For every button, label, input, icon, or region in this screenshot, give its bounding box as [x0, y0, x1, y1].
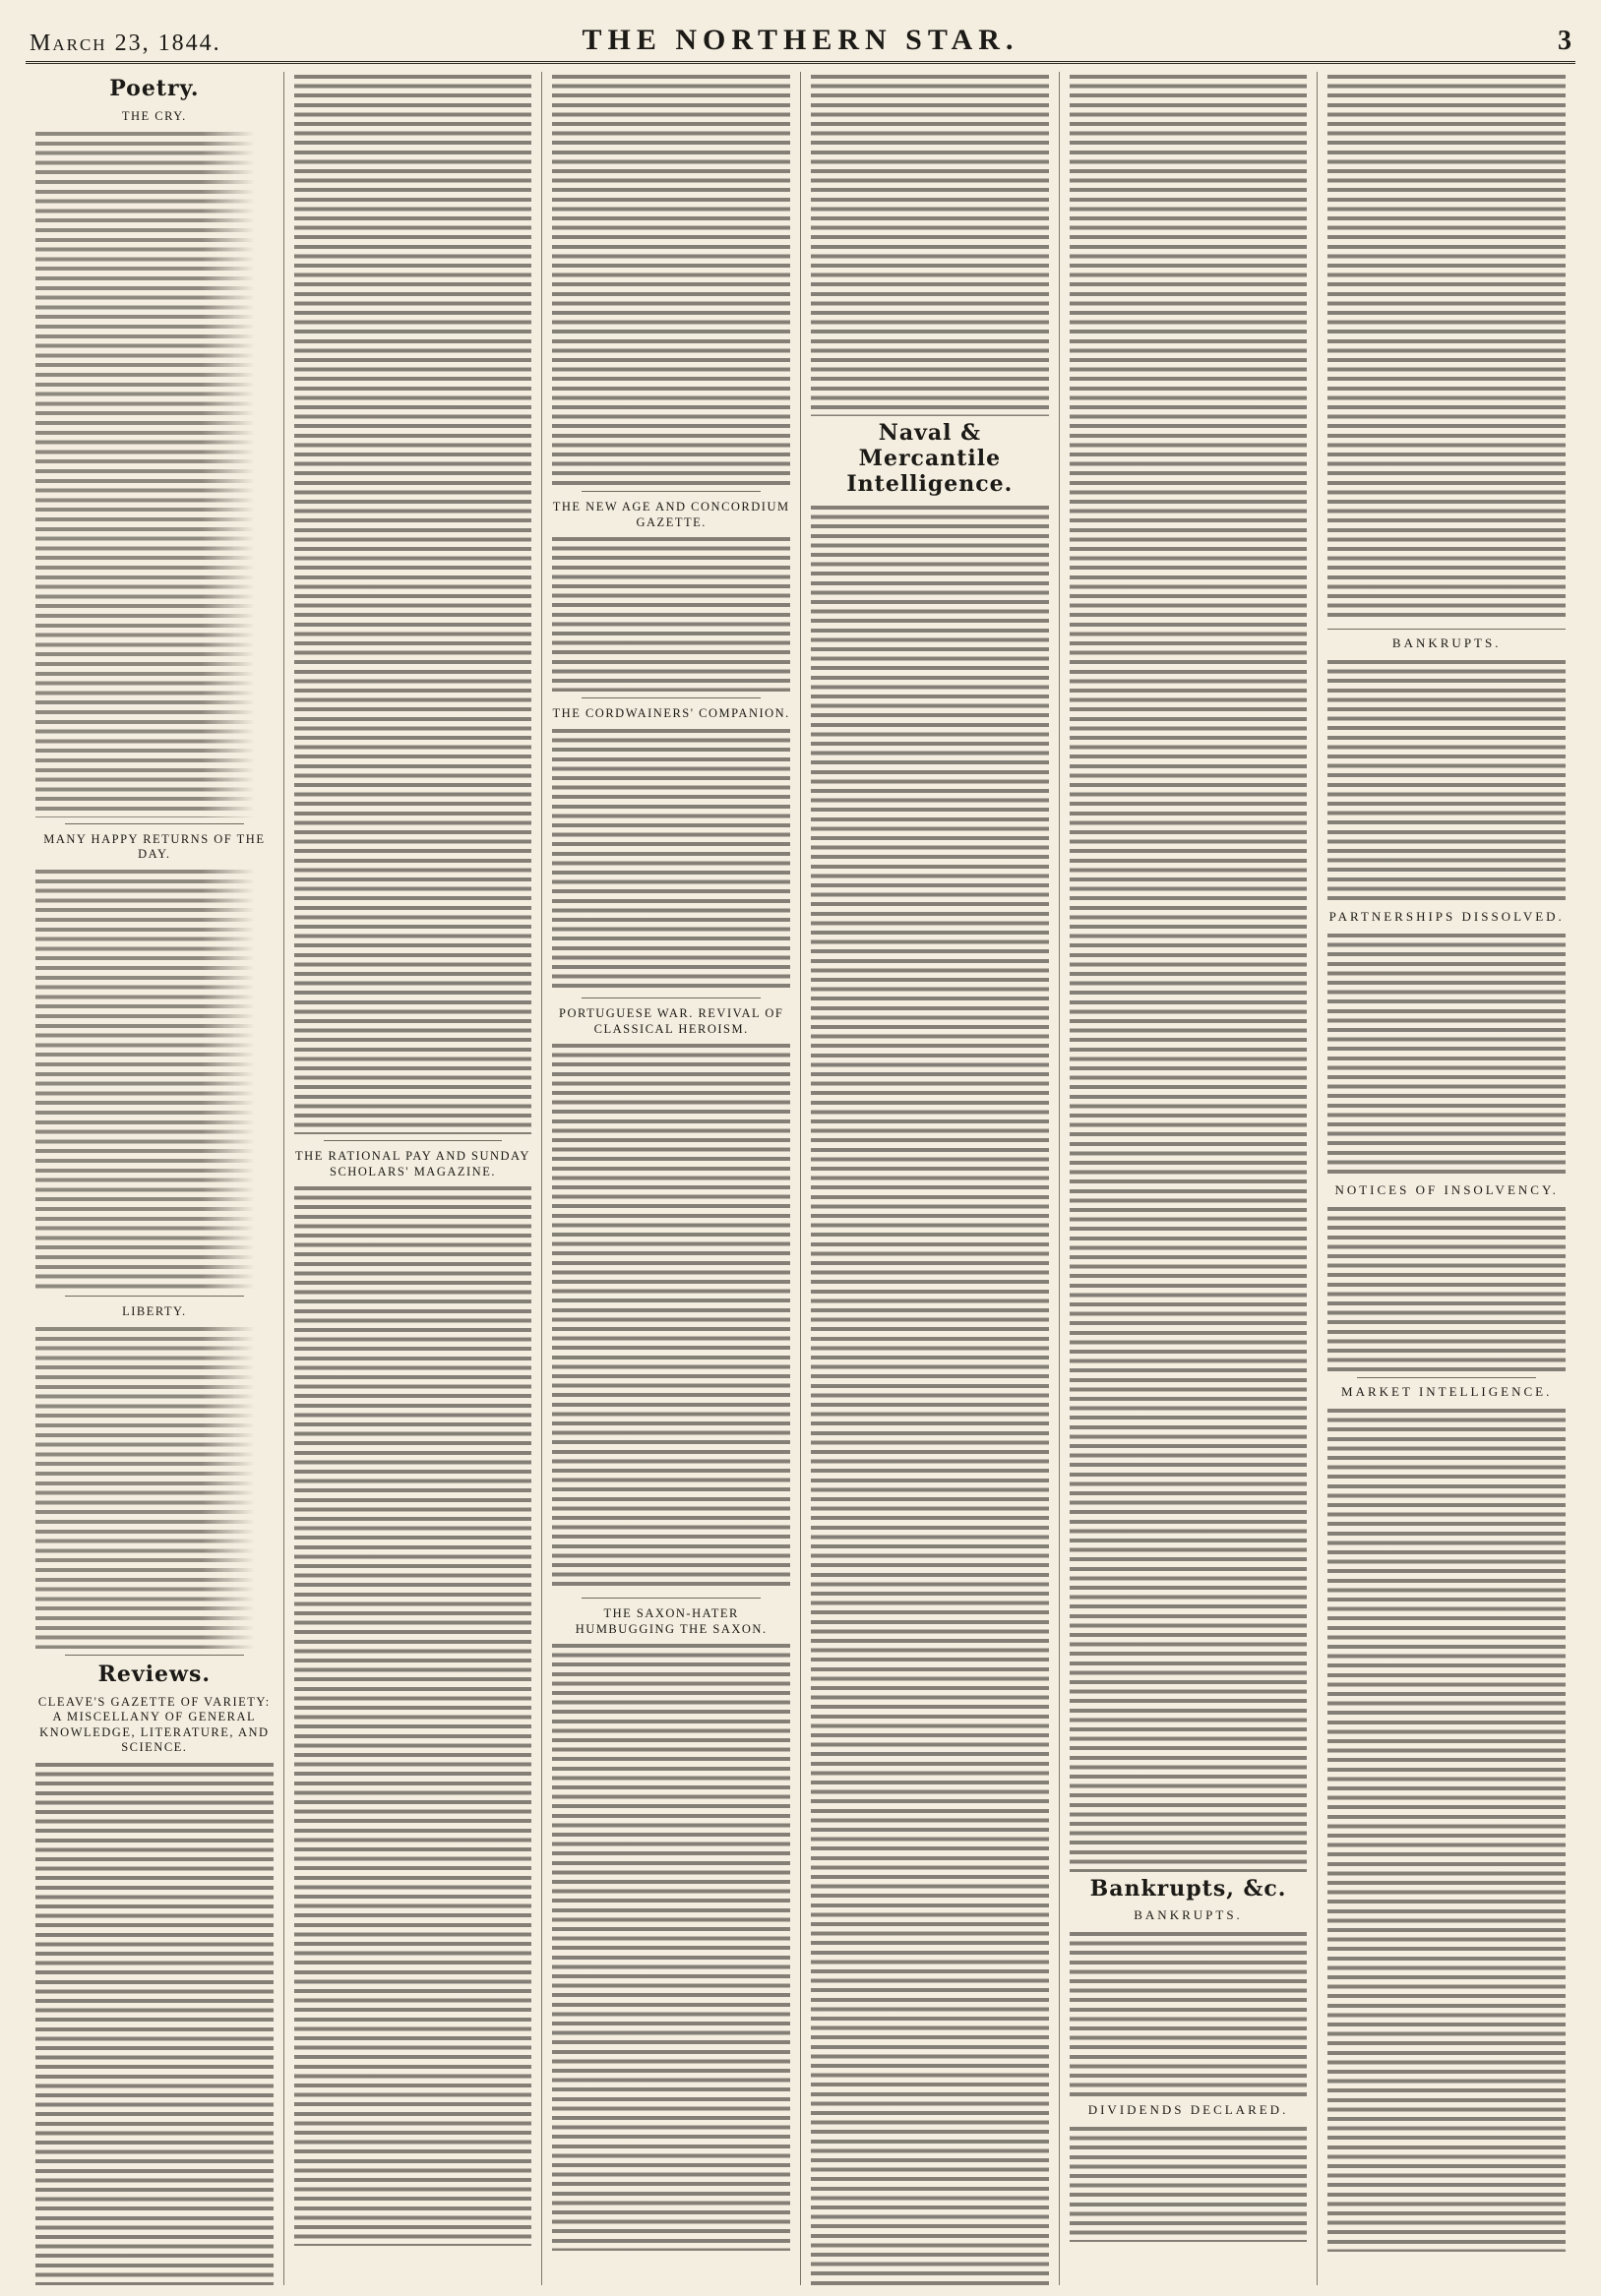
- review-body: [552, 1641, 790, 2251]
- sub-heading: DIVIDENDS DECLARED.: [1087, 2102, 1289, 2117]
- section-heading-poetry: Poetry.: [109, 76, 200, 101]
- divider: [65, 1296, 244, 1297]
- page-number: 3: [1558, 26, 1571, 56]
- poem-title: LIBERTY.: [122, 1303, 187, 1318]
- article-body: [1070, 2124, 1308, 2242]
- column-1: [26, 72, 284, 2285]
- sub-heading: BANKRUPTS.: [1134, 1907, 1243, 1922]
- article-body: [811, 503, 1049, 2285]
- poem-body: [35, 867, 274, 1290]
- sub-heading: PARTNERSHIPS DISSOLVED.: [1328, 909, 1565, 924]
- review-title: THE SAXON-HATER HUMBUGGING THE SAXON.: [575, 1606, 768, 1636]
- column-4: [801, 72, 1060, 2285]
- review-body: [294, 72, 532, 1134]
- section-heading-market: MARKET INTELLIGENCE.: [1341, 1384, 1553, 1399]
- column-5: [1060, 72, 1319, 2285]
- review-body: [552, 534, 790, 692]
- divider: [65, 1655, 244, 1656]
- divider: [582, 1598, 761, 1599]
- review-title: CLEAVE'S GAZETTE OF VARIETY: A MISCELLANY OF GENERAL KNOWLEDGE, LITERATURE, AND SCIENCE.: [37, 1694, 271, 1755]
- article-body: [1070, 72, 1308, 1872]
- column-3: [542, 72, 801, 2285]
- review-body: [35, 1760, 274, 2285]
- review-title: PORTUGUESE WAR. REVIVAL OF CLASSICAL HEROISM.: [559, 1005, 784, 1036]
- column-6: [1318, 72, 1575, 2285]
- article-body: [1327, 657, 1566, 903]
- review-title: THE NEW AGE AND CONCORDIUM GAZETTE.: [552, 500, 790, 529]
- poem-body: [35, 129, 274, 817]
- review-body: [552, 1041, 790, 1592]
- divider: [582, 997, 761, 998]
- section-heading-naval: Naval & Mercantile Intelligence.: [846, 420, 1014, 497]
- sub-heading: BANKRUPTS.: [1327, 629, 1566, 651]
- section-heading-reviews: Reviews.: [97, 1661, 212, 1687]
- divider: [324, 1140, 503, 1141]
- column-2: [284, 72, 543, 2285]
- columns: [26, 72, 1575, 2285]
- newspaper-title: THE NORTHERN STAR.: [582, 24, 1019, 56]
- review-body: [552, 726, 790, 992]
- article-body: [1327, 1406, 1566, 2252]
- article-body: [811, 72, 1049, 416]
- article-body: [1070, 1929, 1308, 2096]
- article-body: [1327, 931, 1566, 1177]
- poem-body: [35, 1324, 274, 1649]
- divider: [582, 697, 761, 698]
- poem-title: MANY HAPPY RETURNS OF THE DAY.: [43, 831, 266, 862]
- divider: [1357, 1377, 1536, 1378]
- review-title: THE CORDWAINERS' COMPANION.: [552, 706, 790, 721]
- divider: [582, 491, 761, 492]
- divider: [65, 823, 244, 824]
- issue-date: March 23, 1844.: [30, 30, 221, 56]
- review-body: [294, 1183, 532, 2246]
- poem-title: THE CRY.: [121, 109, 187, 123]
- article-body: [1327, 72, 1566, 623]
- masthead: [26, 18, 1575, 64]
- review-body: [552, 72, 790, 485]
- section-heading-bankrupts: Bankrupts, &c.: [1089, 1876, 1287, 1902]
- review-title: THE RATIONAL PAY AND SUNDAY SCHOLARS' MAGAZINE.: [295, 1149, 530, 1178]
- article-body: [1327, 1204, 1566, 1371]
- sub-heading: NOTICES OF INSOLVENCY.: [1334, 1182, 1559, 1197]
